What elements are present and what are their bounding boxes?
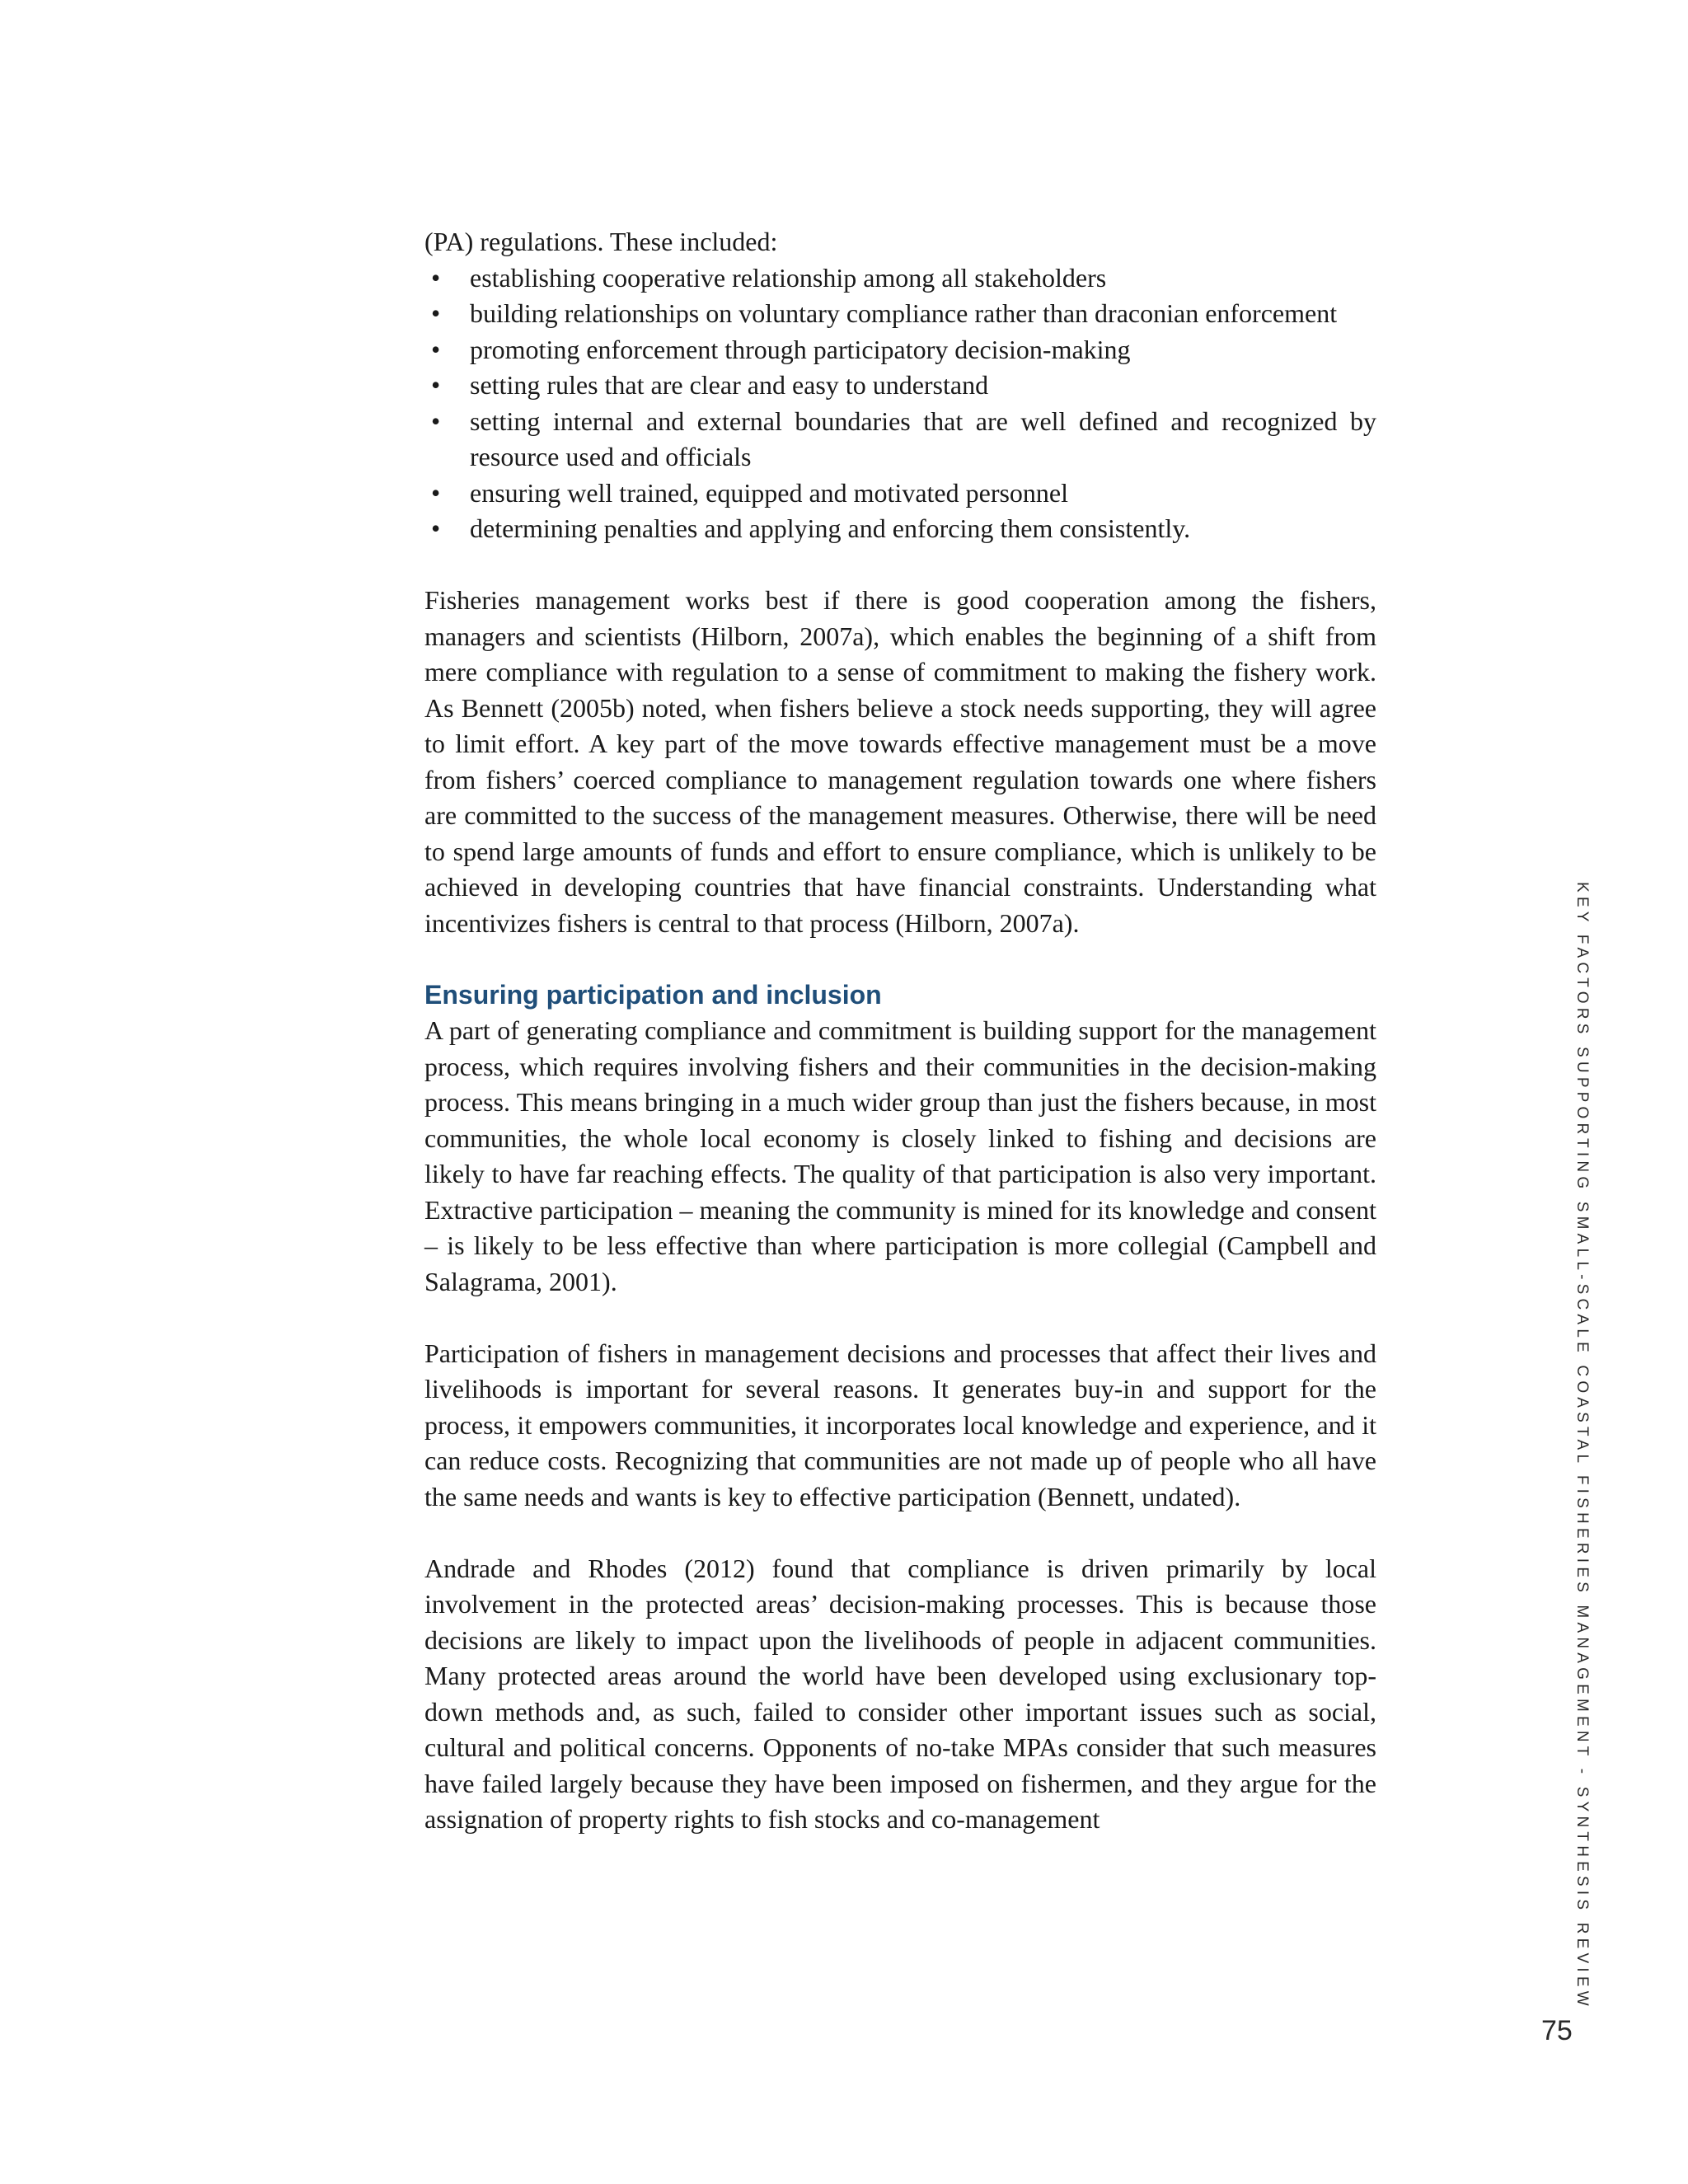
paragraph-cooperation: Fisheries management works best if there is good cooperation among the fishers, managers and scientists (Hilborn, 2007a), which enables the beginning of a shift from mere compliance with regulation to a sense of commitment to making the fishery work. As Bennett (2005b) noted, when fishers believe a stock needs supporting, they will agree to limit effort. A key part of the move towards effective management must be a move from fishers’ coerced compliance to management regulation towards one where fishers are committed to the success of the management measures. Otherwise, there will be need to spend large amounts of funds and effort to ensure compliance, which is unlikely to be achieved in developing countries that have financial constraints. Understanding what incentivizes fishers is central to that process (Hilborn, 2007a). [424,585,1376,938]
list-item: • setting internal and external boundaries that are well defined and recognized by resource used and officials [424,404,1376,476]
list-item: • ensuring well trained, equipped and motivated personnel [424,476,1376,512]
paragraph-reasons: Participation of fishers in management decisions and processes that affect their lives and livelihoods is important for several reasons. It generates buy-in and support for the process, it empowers communities, it incorporates local knowledge and experience, and it can reduce costs. Recognizing that communities are not made up of people who all have the same needs and wants is key to effective participation (Bennett, undated). [424,1338,1376,1511]
list-item: • setting rules that are clear and easy to understand [424,368,1376,404]
list-item: • establishing cooperative relationship among all stakeholders [424,260,1376,297]
paragraph-participation: A part of generating compliance and commitment is building support for the management process, which requires involving fishers and their communities in the decision-making process. This means bringing in a much wider group than just the fishers because, in most communities, the whole local economy is closely linked to fishing and decisions are likely to have far reaching effects. The quality of that participation is also very important. Extractive participation – meaning the community is mined for its knowledge and consent – is likely to be less effective than where participation is more collegial (Campbell and Salagrama, 2001). [424,1015,1376,1296]
page-number: 75 [1541,2015,1573,2046]
section-heading: Ensuring participation and inclusion [424,979,882,1010]
running-side-title: KEY FACTORS SUPPORTING SMALL-SCALE COASTAL FISHERIES MANAGEMENT - SYNTHESIS REVIEW [1573,882,1591,2010]
paragraph-compliance: Andrade and Rhodes (2012) found that compliance is driven primarily by local involvement in the protected areas’ decision-making processes. This is because those decisions are likely to impact upon the livelihoods of people in adjacent communities. Many protected areas around the world have been developed using exclusionary top-down methods and, as such, failed to consider other important issues such as social, cultural and political concerns. Opponents of no-take MPAs consider that such measures have failed largely because they have been imposed on fishermen, and they argue for the assignation of property rights to fish stocks and co-management [424,1553,1376,1834]
list-item: • determining penalties and applying and enforcing them consistently. [424,511,1376,547]
page-body [424,224,1376,1838]
list-item: • building relationships on voluntary compliance rather than draconian enforcement [424,296,1376,332]
bullet-list [424,260,1376,547]
list-item: • promoting enforcement through participatory decision-making [424,332,1376,368]
intro-line: (PA) regulations. These included: [424,227,778,256]
